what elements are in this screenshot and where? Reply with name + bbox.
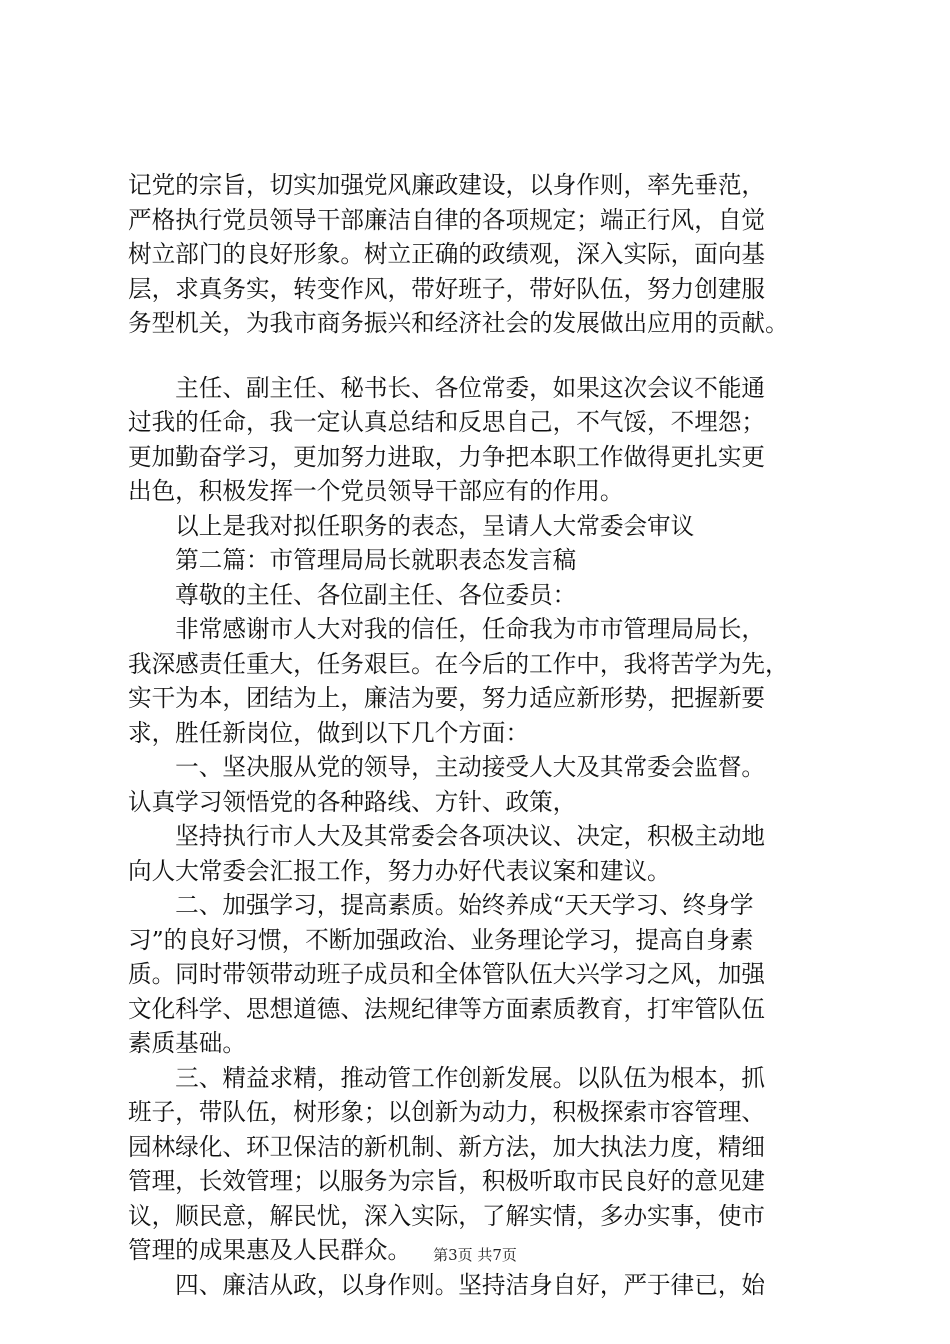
text-line: 向人大常委会汇报工作，努力办好代表议案和建议。 xyxy=(128,856,671,885)
text-line: 认真学习领悟党的各种路线、方针、政策， xyxy=(128,787,577,816)
text-line: 我深感责任重大，任务艰巨。在今后的工作中，我将苦学为先， xyxy=(128,649,789,678)
text-line: 务型机关，为我市商务振兴和经济社会的发展做出应用的贡献。 xyxy=(128,309,789,337)
text-line: 坚持执行市人大及其常委会各项决议、决定，积极主动地 xyxy=(128,822,766,850)
paragraph-spacer xyxy=(128,341,828,371)
text-line: 层，求真务实，转变作风，带好班子，带好队伍，努力创建服 xyxy=(128,274,766,303)
text-line: 严格执行党员领导干部廉洁自律的各项规定；端正行风，自觉 xyxy=(128,205,766,234)
text-line: 主任、副主任、秘书长、各位常委，如果这次会议不能通 xyxy=(128,373,766,402)
text-line: 管理，长效管理；以服务为宗旨，积极听取市民良好的意见建 xyxy=(128,1167,766,1195)
text-line: 三、精益求精，推动管工作创新发展。以队伍为根本，抓 xyxy=(128,1063,766,1092)
page-number: 第3页 共7页 xyxy=(433,1246,517,1264)
paragraph-block-1 xyxy=(128,168,828,341)
document-body xyxy=(128,168,828,1302)
text-line: 求，胜任新岗位，做到以下几个方面： xyxy=(128,718,530,747)
text-line: 记党的宗旨，切实加强党风廉政建设，以身作则，率先垂范， xyxy=(128,171,766,199)
text-line: 文化科学、思想道德、法规纪律等方面素质教育，打牢管队伍 xyxy=(128,994,766,1023)
text-line: 议，顺民意，解民忧，深入实际，了解实情，多办实事，使市 xyxy=(128,1201,766,1230)
text-line: 四、廉洁从政，以身作则。坚持洁身自好，严于律已，始 xyxy=(128,1270,766,1299)
text-line: 管理的成果惠及人民群众。 xyxy=(128,1236,412,1264)
text-line: 素质基础。 xyxy=(128,1029,246,1057)
text-line: 以上是我对拟任职务的表态，呈请人大常委会审议 xyxy=(128,511,695,540)
text-line: 实干为本，团结为上，廉洁为要，努力适应新形势，把握新要 xyxy=(128,684,766,712)
text-line: 出色，积极发挥一个党员领导干部应有的作用。 xyxy=(128,477,624,505)
text-line: 一、坚决服从党的领导，主动接受人大及其常委会监督。 xyxy=(128,753,766,781)
text-line: 树立部门的良好形象。树立正确的政绩观，深入实际，面向基 xyxy=(128,240,766,268)
text-line: 园林绿化、环卫保洁的新机制、新方法，加大执法力度，精细 xyxy=(128,1132,766,1161)
paragraph-block-2 xyxy=(128,371,828,1303)
text-line: 更加勤奋学习，更加努力进取，力争把本职工作做得更扎实更 xyxy=(128,442,766,471)
text-line: 班子，带队伍，树形象；以创新为动力，积极探索市容管理、 xyxy=(128,1098,766,1126)
page-footer xyxy=(0,1244,950,1265)
text-line: 非常感谢市人大对我的信任，任命我为市市管理局局长， xyxy=(128,615,766,643)
text-line: 过我的任命，我一定认真总结和反思自己，不气馁，不埋怨； xyxy=(128,408,766,436)
text-line: 质。同时带领带动班子成员和全体管队伍大兴学习之风，加强 xyxy=(128,960,766,988)
text-line: 二、加强学习，提高素质。始终养成“天天学习、终身学 xyxy=(128,891,754,919)
text-line: 尊敬的主任、各位副主任、各位委员： xyxy=(128,580,577,609)
text-line: 习”的良好习惯，不断加强政治、业务理论学习，提高自身素 xyxy=(128,925,754,954)
text-line: 第二篇：市管理局局长就职表态发言稿 xyxy=(128,546,577,574)
